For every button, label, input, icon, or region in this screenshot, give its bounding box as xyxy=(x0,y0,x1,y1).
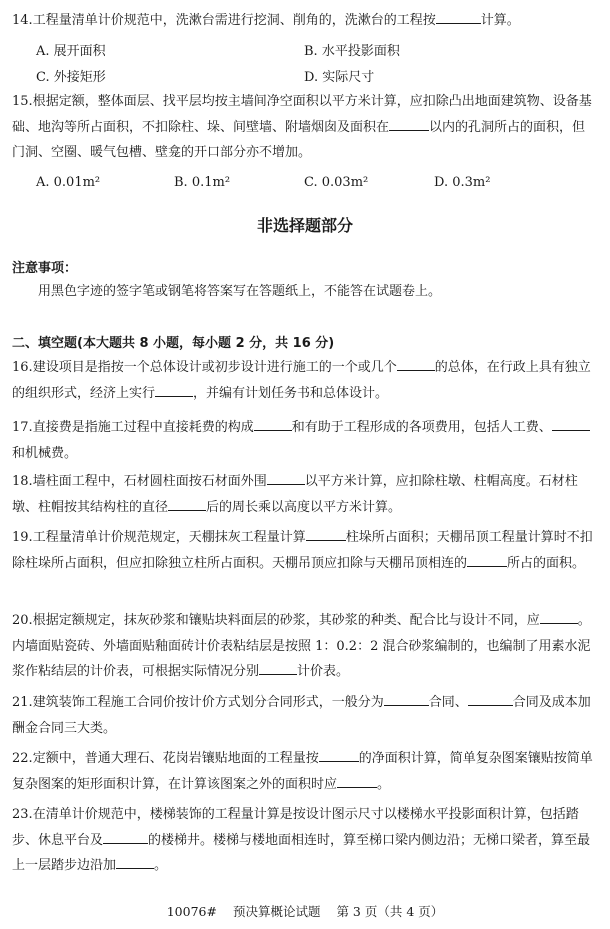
question-text: 计价表。 xyxy=(297,664,350,679)
answer-blank xyxy=(267,471,305,485)
question-text: 的总体，在行政上具有独立的组织形式，经济上实行 xyxy=(12,360,591,401)
question-number: 16. xyxy=(12,360,33,375)
question-number: 20. xyxy=(12,613,33,628)
question-text: 。内墙面贴瓷砖、外墙面贴釉面砖计价表粘结层是按照 1：0.2：2 混合砂浆编制的，也编制了用素水泥浆作粘结层的计价表，可根据实际情况分别 xyxy=(12,613,591,679)
question-number: 21. xyxy=(12,695,33,710)
answer-blank xyxy=(155,383,193,397)
options-row xyxy=(36,175,596,197)
question-text: 的楼梯井。楼梯与楼地面相连时，算至梯口梁内侧边沿；无梯口梁者，算至最上一层踏步边沿加 xyxy=(12,832,591,873)
question-number: 22. xyxy=(12,751,33,766)
question-19 xyxy=(12,525,598,576)
question-text: 根据定额规定，抹灰砂浆和镶贴块料面层的砂浆，其砂浆的种类、配合比与设计不同，应 xyxy=(32,613,540,628)
question-17 xyxy=(12,415,598,466)
question-text: 计算。 xyxy=(480,13,520,28)
exam-title: 预决算概论试题 xyxy=(232,904,321,919)
exam-code: 10076# xyxy=(166,904,217,919)
question-22 xyxy=(12,746,598,797)
answer-blank xyxy=(103,830,148,844)
options-row xyxy=(36,66,596,88)
question-number: 14. xyxy=(12,13,33,28)
question-text: 合同、 xyxy=(428,695,468,710)
question-number: 19. xyxy=(12,530,33,545)
notice-heading: 注意事项： xyxy=(12,261,78,276)
question-number: 23. xyxy=(12,807,33,822)
question-16 xyxy=(12,355,598,406)
question-text: 直接费是指施工过程中直接耗费的构成 xyxy=(32,420,254,435)
answer-blank xyxy=(436,10,481,24)
question-20 xyxy=(12,608,598,685)
option-d: D. 实际尺寸 xyxy=(304,70,375,85)
question-number: 15. xyxy=(12,94,33,109)
question-text: 和有助于工程形成的各项费用，包括人工费、 xyxy=(291,420,552,435)
answer-blank xyxy=(337,774,377,788)
options-row xyxy=(36,40,596,62)
answer-blank xyxy=(259,661,297,675)
question-text: 建设项目是指按一个总体设计或初步设计进行施工的一个或几个 xyxy=(32,360,397,375)
option-b: B. 水平投影面积 xyxy=(304,44,400,59)
option-c: C. 0.03m² xyxy=(304,175,369,190)
answer-blank xyxy=(168,497,206,511)
question-text: 以平方米计算，应扣除柱墩、柱帽高度。石材柱墩、柱帽按其结构柱的直径 xyxy=(12,474,578,515)
question-text: 所占的面积。 xyxy=(507,555,586,571)
answer-blank xyxy=(397,357,435,371)
question-number: 18. xyxy=(12,474,33,489)
question-text: 根据定额，整体面层、找平层均按主墙间净空面积以平方米计算，应扣除凸出地面建筑物、设备基础、地沟等所占面积，不扣除柱、垛、间壁墙、附墙烟囱及面积在 xyxy=(12,94,592,135)
answer-blank xyxy=(306,527,346,541)
answer-blank xyxy=(116,855,154,869)
page-number: 第 3 页（共 4 页） xyxy=(336,904,444,919)
option-d: D. 0.3m² xyxy=(434,175,491,190)
question-text: 在清单计价规范中，楼梯装饰的工程量计算是按设计图示尺寸以楼梯水平投影面积计算，包括踏步、休息平台及 xyxy=(12,807,579,848)
question-text: 工程量清单计价规范中，洗漱台需进行挖洞、削角的，洗漱台的工程按 xyxy=(32,13,436,28)
question-14 xyxy=(12,8,598,34)
answer-blank xyxy=(468,692,513,706)
question-text: 以内的孔洞所占的面积，但门洞、空圈、暖气包槽、壁龛的开口部分亦不增加。 xyxy=(12,119,586,160)
option-a: A. 0.01m² xyxy=(36,175,101,190)
question-text: 建筑装饰工程施工合同价按计价方式划分合同形式，一般分为 xyxy=(32,695,384,710)
page-footer xyxy=(0,902,610,920)
option-c: C. 外接矩形 xyxy=(36,70,106,85)
question-text: 合同及成本加酬金合同三大类。 xyxy=(12,695,591,736)
question-text: ，并编有计划任务书和总体设计。 xyxy=(193,385,389,401)
answer-blank xyxy=(319,748,359,762)
answer-blank xyxy=(384,692,429,706)
question-18 xyxy=(12,469,598,520)
question-text: 。 xyxy=(377,776,391,792)
question-text: 后的周长乘以高度以平方米计算。 xyxy=(206,499,402,515)
answer-blank xyxy=(389,117,429,131)
section-title: 非选择题部分 xyxy=(256,216,353,235)
option-b: B. 0.1m² xyxy=(174,175,231,190)
question-text: 定额中，普通大理石、花岗岩镶贴地面的工程量按 xyxy=(32,751,319,766)
answer-blank xyxy=(540,610,578,624)
question-21 xyxy=(12,690,598,741)
option-a: A. 展开面积 xyxy=(36,44,106,59)
question-23 xyxy=(12,802,598,879)
part-heading: 二、填空题(本大题共 8 小题，每小题 2 分，共 16 分) xyxy=(12,336,335,351)
question-text: 柱垛所占面积；天棚吊顶工程量计算时不扣除柱垛所占面积，但应扣除独立柱所占面积。天棚吊顶应扣除与天棚吊顶相连的 xyxy=(12,530,593,571)
notice-text: 用黑色字迹的签字笔或钢笔将答案写在答题纸上，不能答在试题卷上。 xyxy=(38,284,442,299)
question-text: 。 xyxy=(154,858,168,873)
question-text: 和机械费。 xyxy=(12,445,78,461)
answer-blank xyxy=(254,417,292,431)
answer-blank xyxy=(552,417,590,431)
answer-blank xyxy=(467,553,507,567)
question-text: 工程量清单计价规范规定，天棚抹灰工程量计算 xyxy=(32,530,306,545)
question-text: 墙柱面工程中，石材圆柱面按石材面外围 xyxy=(32,474,267,489)
question-text: 的净面积计算，简单复杂图案镶贴按简单复杂图案的矩形面积计算，在计算该图案之外的面积时应 xyxy=(12,751,593,792)
question-number: 17. xyxy=(12,420,33,435)
question-15 xyxy=(12,89,598,166)
